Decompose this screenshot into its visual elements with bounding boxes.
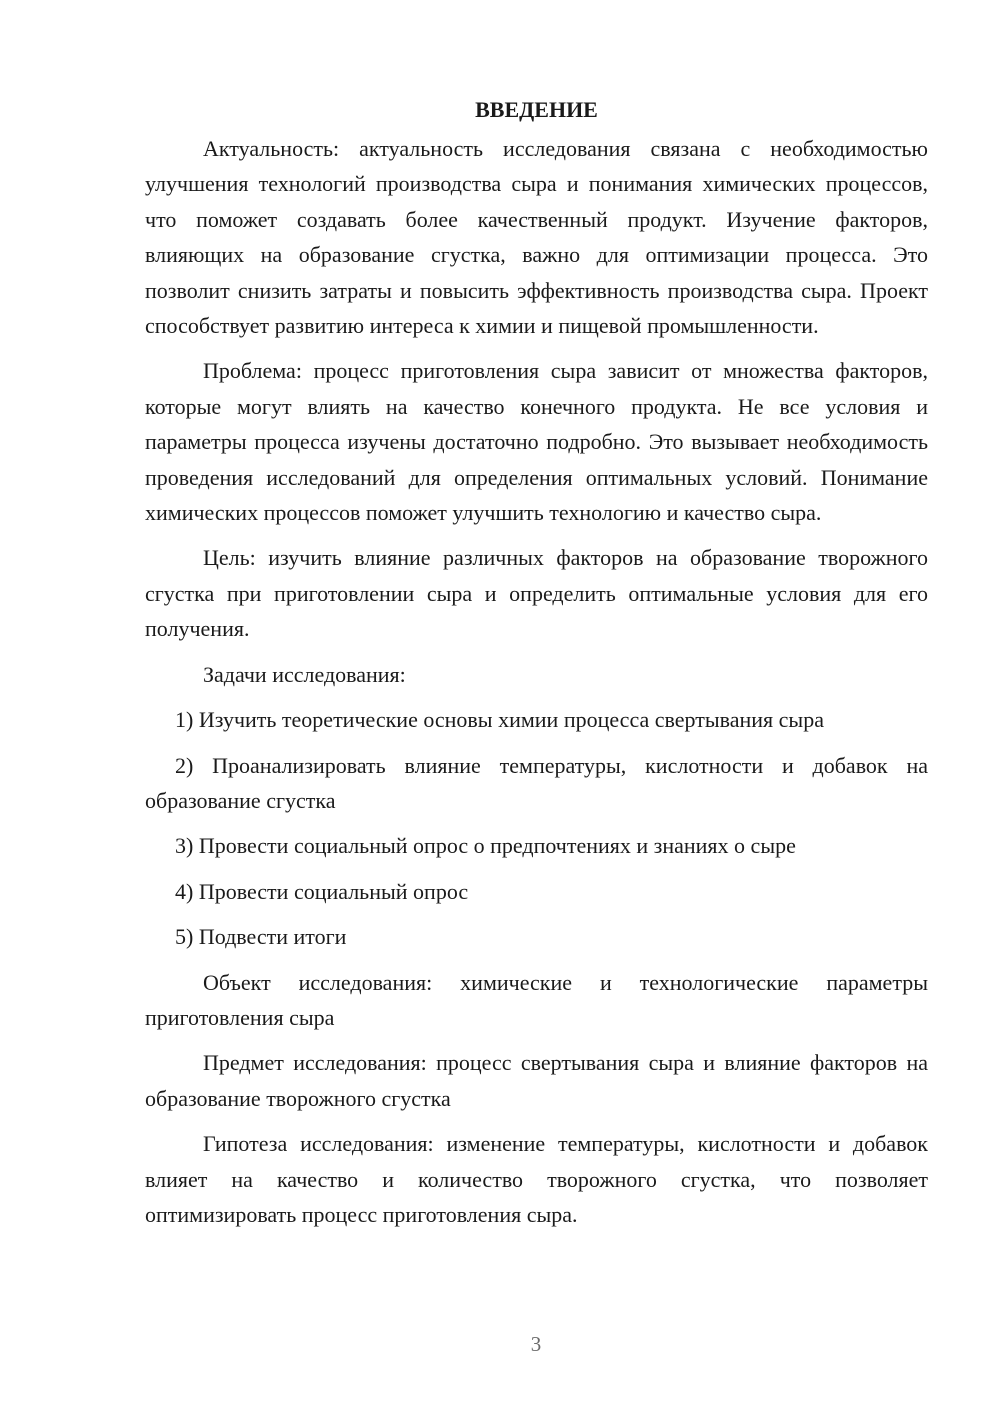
task-item-1: 1) Изучить теоретические основы химии процесса свертывания сыра [175,707,824,733]
task-item-5: 5) Подвести итоги [175,924,347,950]
problem-paragraph: Проблема: процесс приготовления сыра зависит от множества факторов, которые могут влиять на качество конечного продукта. Не все условия и параметры процесса изучены достаточно подробно. Это вызывает необходимость проведения исследований для определения оптимальных условий. Понимание химических процессов поможет улучшить технологию и качество сыра. [145,358,928,526]
tasks-heading: Задачи исследования: [203,661,406,687]
goal-paragraph: Цель: изучить влияние различных факторов на образование творожного сгустка при приготовлении сыра и определить оптимальные условия для его получения. [145,545,928,642]
subject-paragraph: Предмет исследования: процесс свертывания сыра и влияние факторов на образование творожного сгустка [145,1050,928,1111]
hypothesis-paragraph: Гипотеза исследования: изменение температуры, кислотности и добавок влияет на качество и количество творожного сгустка, что позволяет оптимизировать процесс приготовления сыра. [145,1131,928,1227]
document-page [145,92,928,1242]
object-paragraph: Объект исследования: химические и технологические параметры приготовления сыра [145,969,928,1030]
page-number: 3 [530,1332,542,1356]
task-item-4: 4) Провести социальный опрос [175,878,469,904]
relevance-paragraph: Актуальность: актуальность исследования связана с необходимостью улучшения технологий производства сыра и понимания химических процессов, что поможет создавать более качественный продукт. Изучение факторов, влияющих на образование сгустка, важно для оптимизации процесса. Это позволит снизить затраты и повысить эффективность производства сыра. Проект способствует развитию интереса к химии и пищевой промышленности. [145,136,928,339]
section-title: ВВЕДЕНИЕ [475,97,598,122]
task-item-2: 2) Проанализировать влияние температуры, кислотности и добавок на образование сгустка [145,752,928,813]
task-item-3: 3) Провести социальный опрос о предпочтениях и знаниях о сыре [175,833,796,859]
